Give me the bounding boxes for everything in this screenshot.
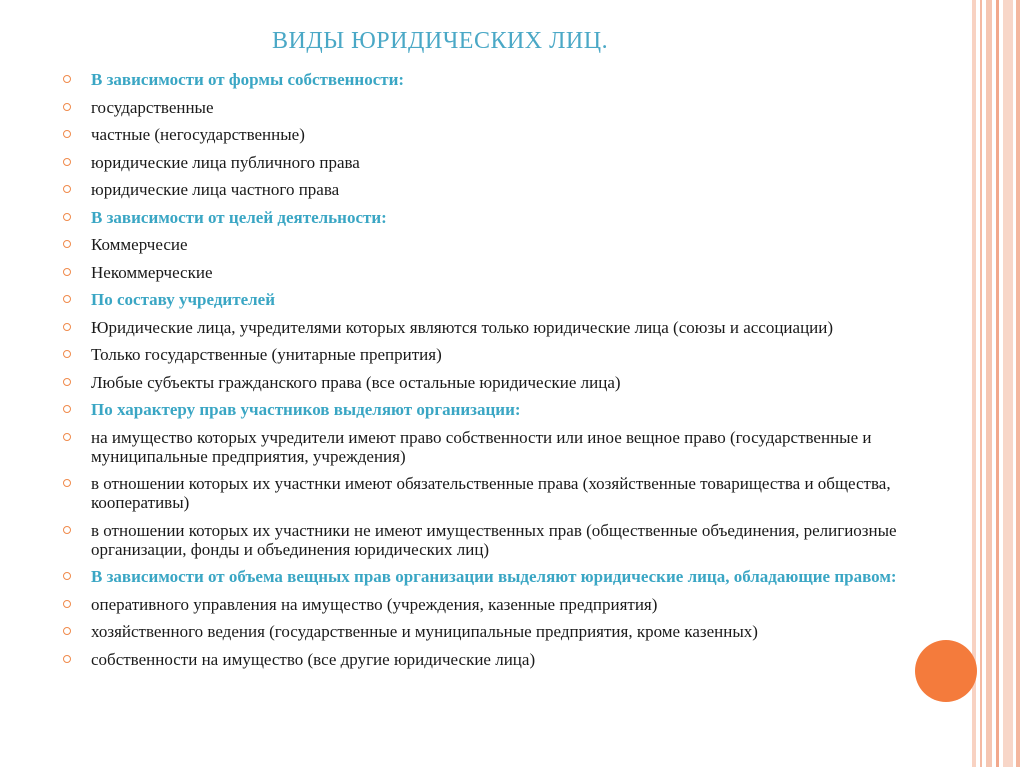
circle-bullet-icon <box>63 405 71 413</box>
section-heading <box>63 400 953 419</box>
list-item <box>63 373 953 392</box>
circle-bullet-icon <box>63 655 71 663</box>
list-item-text: По составу учредителей <box>91 290 276 309</box>
circle-bullet-icon <box>63 323 71 331</box>
circle-bullet-icon <box>63 130 71 138</box>
list-item-text: Некоммерческие <box>91 262 213 282</box>
list-item <box>63 650 953 669</box>
list-item-text: Только государственные (унитарные препрития) <box>91 345 442 364</box>
list-item-text: юридические лица частного права <box>91 180 340 199</box>
circle-bullet-icon <box>63 378 71 386</box>
circle-bullet-icon <box>63 185 71 193</box>
list-item-text: государственные <box>91 97 214 117</box>
slide-title: ВИДЫ ЮРИДИЧЕСКИХ ЛИЦ. <box>272 28 609 54</box>
list-item <box>63 622 953 641</box>
list-item <box>63 180 953 199</box>
circle-bullet-icon <box>63 295 71 303</box>
circle-bullet-icon <box>63 479 71 487</box>
list-item <box>63 125 953 144</box>
list-item <box>63 428 953 466</box>
list-item-text: Любые субъекты гражданского права (все остальные юридические лица) <box>91 372 621 392</box>
circle-bullet-icon <box>63 627 71 635</box>
list-item-text: В зависимости от объема вещных прав организации выделяют юридические лица, обладающие правом: <box>91 567 897 586</box>
list-item-text: хозяйственного ведения (государственные и муниципальные предприятия, кроме казенных) <box>91 622 758 641</box>
circle-bullet-icon <box>63 103 71 111</box>
circle-bullet-icon <box>63 158 71 166</box>
list-item-text: в отношении которых их участнки имеют обязательственные права (хозяйственные товарищества и общества, кооперативы) <box>91 474 891 512</box>
circle-bullet-icon <box>63 240 71 248</box>
circle-bullet-icon <box>63 526 71 534</box>
stripe <box>996 0 999 767</box>
list-item <box>63 263 953 282</box>
stripe <box>1003 0 1013 767</box>
stripe <box>980 0 982 767</box>
list-item <box>63 595 953 614</box>
circle-bullet-icon <box>63 213 71 221</box>
list-item-text: Коммерчесие <box>91 235 188 254</box>
stripe <box>1016 0 1020 767</box>
list-item-text: частные (негосударственные) <box>91 125 305 144</box>
list-item-text: в отношении которых их участники не имеют имущественных прав (общественные объединения, религиозные организации, фонды и объединения юридических лиц) <box>91 520 897 559</box>
circle-bullet-icon <box>63 75 71 83</box>
list-item <box>63 235 953 254</box>
circle-bullet-icon <box>63 433 71 441</box>
list-item-text: собственности на имущество (все другие юридические лица) <box>91 649 536 669</box>
bullet-list <box>63 70 953 677</box>
list-item <box>63 345 953 364</box>
list-item <box>63 98 953 117</box>
section-heading <box>63 567 953 586</box>
list-item-text: оперативного управления на имущество (учреждения, казенные предприятия) <box>91 594 658 614</box>
circle-bullet-icon <box>63 350 71 358</box>
decorative-stripes <box>972 0 1024 767</box>
list-item <box>63 318 953 337</box>
list-item <box>63 521 953 559</box>
section-heading <box>63 290 953 309</box>
stripe <box>986 0 992 767</box>
list-item-text: В зависимости от целей деятельности: <box>91 207 387 227</box>
circle-bullet-icon <box>63 268 71 276</box>
list-item <box>63 153 953 172</box>
list-item-text: В зависимости от формы собственности: <box>91 70 405 89</box>
circle-bullet-icon <box>63 600 71 608</box>
list-item-text: юридические лица публичного права <box>91 152 360 172</box>
circle-bullet-icon <box>63 572 71 580</box>
stripe <box>972 0 976 767</box>
section-heading <box>63 70 953 89</box>
list-item-text: По характеру прав участников выделяют организации: <box>91 400 521 419</box>
orange-circle-decoration <box>915 640 977 702</box>
list-item-text: на имущество которых учредители имеют право собственности или иное вещное право (государственные и муниципальные предприятия, учреждения) <box>91 427 872 466</box>
list-item <box>63 474 953 512</box>
section-heading <box>63 208 953 227</box>
list-item-text: Юридические лица, учредителями которых являются только юридические лица (союзы и ассоциации) <box>91 317 834 337</box>
